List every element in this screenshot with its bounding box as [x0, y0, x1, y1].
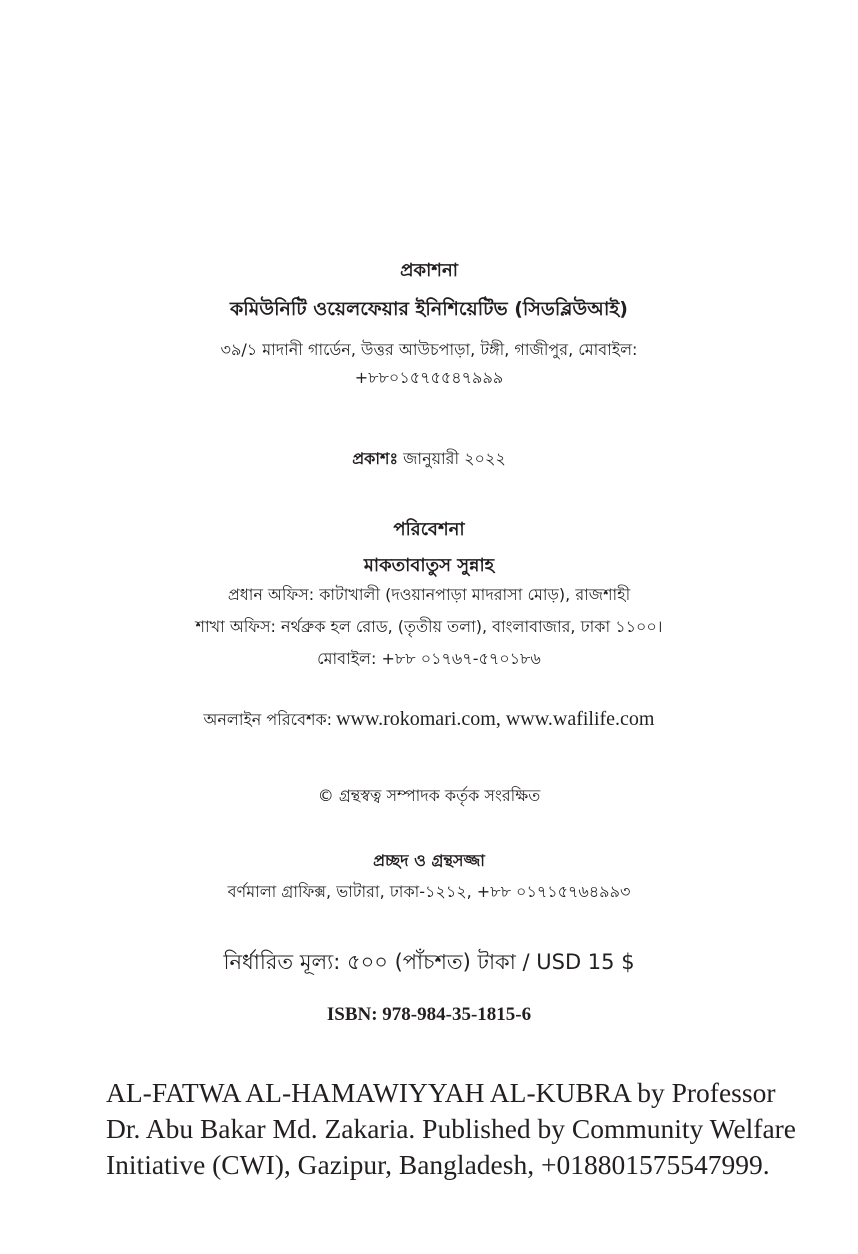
distribution-heading: পরিবেশনা — [393, 519, 465, 540]
cover-heading: প্রচ্ছদ ও গ্রন্থসজ্জা — [373, 851, 485, 870]
price-line: নির্ধারিত মূল্য: ৫০০ (পাঁচশত) টাকা / USD 15 $ — [223, 950, 635, 974]
online-label: অনলাইন পরিবেশক: — [203, 710, 333, 729]
copyright-notice: © গ্রন্থস্বত্ব সম্পাদক কর্তৃক সংরক্ষিত — [317, 786, 541, 805]
distributor-mobile: মোবাইল: +৮৮ ০১৭৬৭-৫৭০১৮৬ — [317, 649, 541, 668]
english-note-line: AL-FATWA AL-HAMAWIYYAH AL-KUBRA by Professor — [106, 1077, 776, 1108]
english-note-line: Initiative (CWI), Gazipur, Bangladesh, +018801575547999. — [106, 1149, 770, 1180]
english-imprint-note — [106, 1075, 797, 1183]
online-sites: www.rokomari.com, www.wafilife.com — [336, 708, 655, 730]
cover-details: বর্ণমালা গ্রাফিক্স, ভাটারা, ঢাকা-১২১২, +৮৮ ০১৭১৫৭৬৪৯৯৩ — [227, 882, 631, 901]
publisher-name: কমিউনিটি ওয়েলফেয়ার ইনিশিয়েটিভ (সিডব্লিউআই) — [230, 298, 628, 320]
branch-office: শাখা অফিস: নর্থব্রুক হল রোড, (তৃতীয় তলা), বাংলাবাজার, ঢাকা ১১০০। — [195, 617, 663, 636]
publication-label: প্রকাশঃ — [352, 449, 399, 468]
isbn: ISBN: 978-984-35-1815-6 — [326, 1004, 532, 1025]
english-note-line: Dr. Abu Bakar Md. Zakaria. Published by Community Welfare — [106, 1113, 797, 1144]
online-distributor-line — [0, 709, 858, 729]
publisher-heading: প্রকাশনা — [400, 260, 458, 281]
publisher-address: ৩৯/১ মাদানী গার্ডেন, উত্তর আউচপাড়া, টঙ্গী, গাজীপুর, মোবাইল: — [220, 340, 638, 359]
publisher-phone: +৮৮০১৫৭৫৫৪৭৯৯৯ — [354, 368, 504, 387]
head-office: প্রধান অফিস: কাটাখালী (দওয়ানপাড়া মাদরাসা মোড়), রাজশাহী — [227, 585, 631, 604]
publication-date-line — [0, 451, 858, 467]
publication-date: জানুয়ারী ২০২২ — [403, 449, 506, 468]
distributor-name: মাকতাবাতুস সুন্নাহ — [363, 555, 495, 576]
